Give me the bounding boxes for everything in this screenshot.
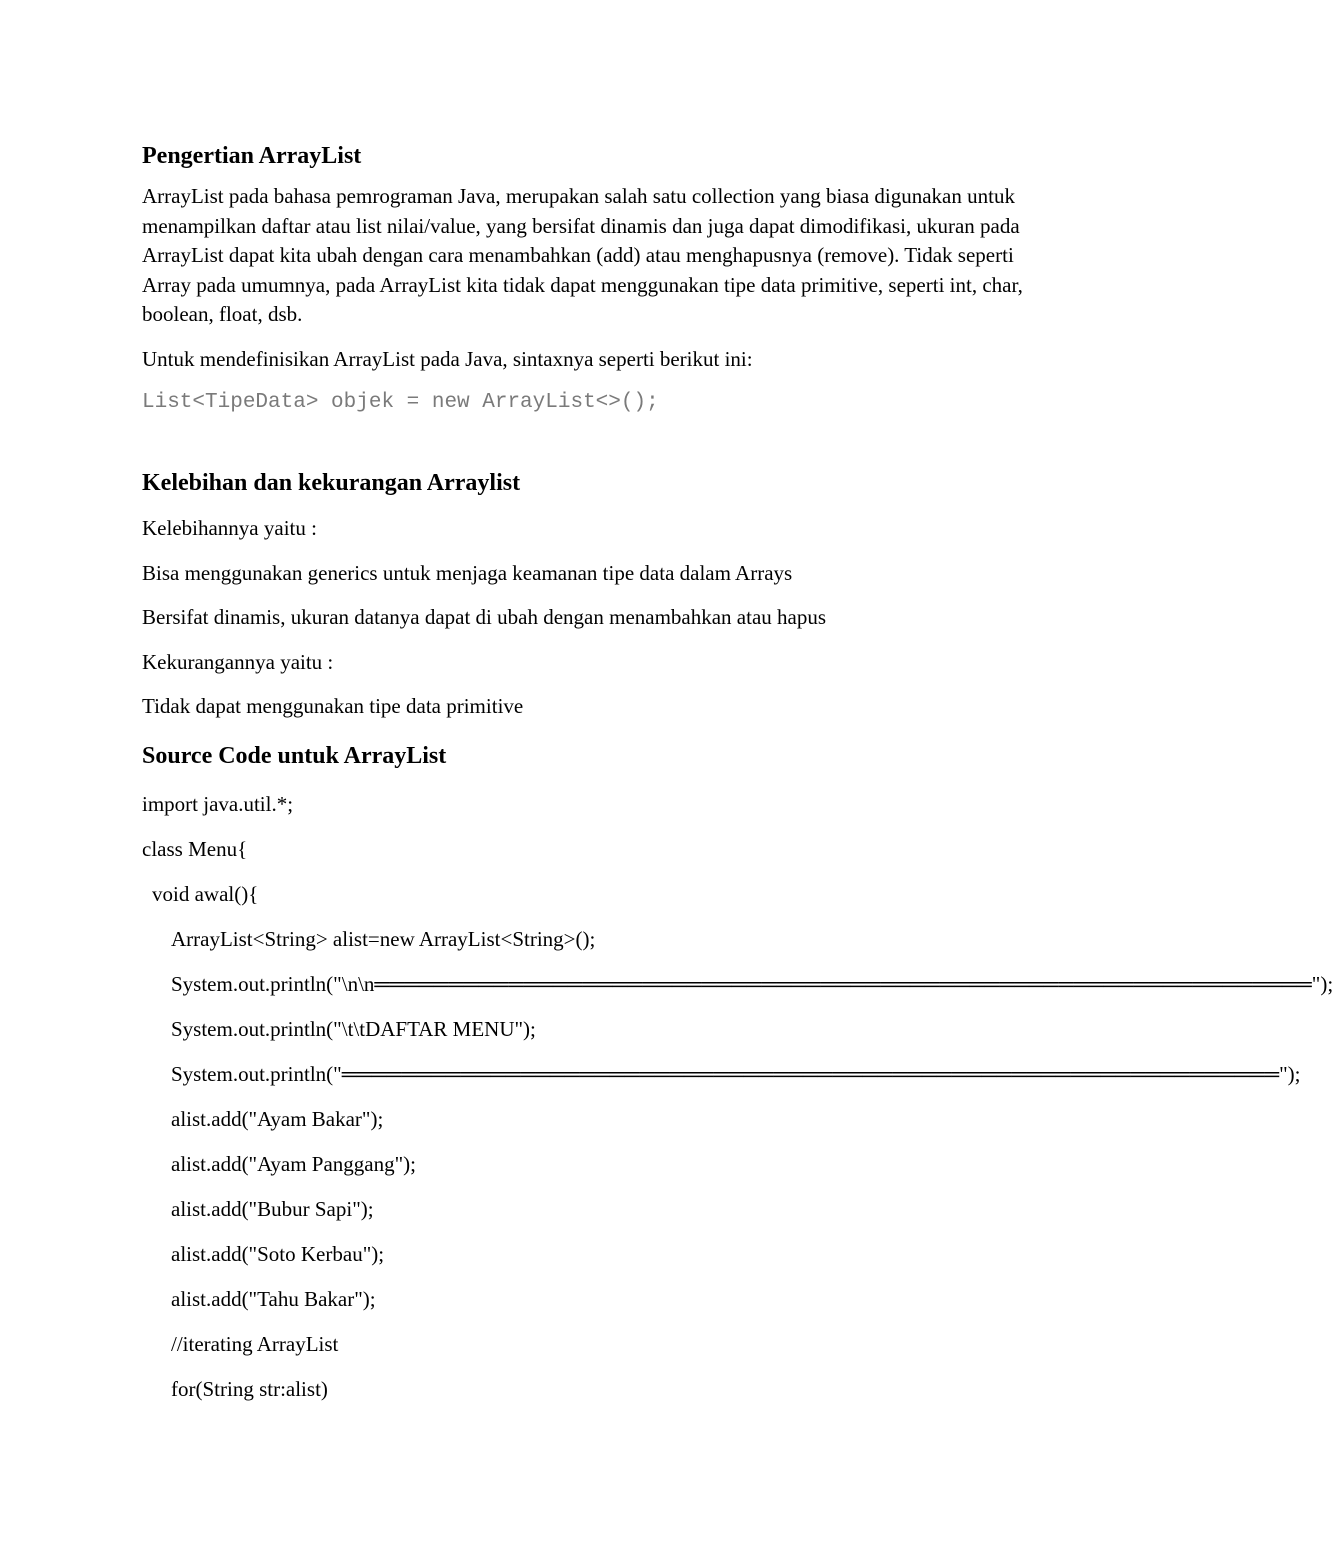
pengertian-paragraph: ArrayList pada bahasa pemrograman Java, merupakan salah satu collection yang biasa digunakan untuk menampilkan daftar atau list nilai/value, yang bersifat dinamis dan juga dapat dimodifikasi, ukuran pada ArrayList dapat kita ubah dengan cara menambahkan (add) atau menghapusnya (remove). Tidak seperti Array pada umumnya, pada ArrayList kita tidak dapat menggunakan tipe data primitive, seperti int, char, boolean, float, dsb. <box>142 184 1023 326</box>
section-title-source-code: Source Code untuk ArrayList <box>142 742 447 769</box>
code-line-add: alist.add("Ayam Panggang"); <box>171 1151 416 1176</box>
kelebihan-item: Bersifat dinamis, ukuran datanya dapat di ubah dengan menambahkan atau hapus <box>142 605 827 629</box>
code-line-comment: //iterating ArrayList <box>171 1331 339 1356</box>
code-line-add: alist.add("Bubur Sapi"); <box>171 1196 374 1221</box>
code-line-class: class Menu{ <box>142 836 248 861</box>
code-line-add: alist.add("Tahu Bakar"); <box>171 1286 376 1311</box>
kelebihan-label: Kelebihannya yaitu : <box>142 516 317 540</box>
code-line-print-separator-top: System.out.println("\n\n═══════════════════════════════════════════════════════════════"); <box>171 971 1333 996</box>
code-line-add: alist.add("Ayam Bakar"); <box>171 1106 384 1131</box>
syntax-intro-text: Untuk mendefinisikan ArrayList pada Java, sintaxnya seperti berikut ini: <box>142 346 753 371</box>
code-line-add: alist.add("Soto Kerbau"); <box>171 1241 385 1266</box>
section-title-pengertian: Pengertian ArrayList <box>142 143 362 169</box>
document-page <box>142 140 1333 1404</box>
syntax-code-sample: List<TipeData> objek = new ArrayList<>(); <box>142 391 659 414</box>
code-line-arraylist-decl: ArrayList<String> alist=new ArrayList<String>(); <box>171 926 596 951</box>
code-line-import: import java.util.*; <box>142 791 294 816</box>
code-line-for-loop: for(String str:alist) <box>171 1376 328 1401</box>
code-line-print-title: System.out.println("\t\tDAFTAR MENU"); <box>171 1016 536 1041</box>
kelebihan-item: Bisa menggunakan generics untuk menjaga keamanan tipe data dalam Arrays <box>142 560 793 585</box>
code-line-print-separator: System.out.println("═══════════════════════════════════════════════════════════════"); <box>171 1061 1301 1086</box>
kekurangan-item: Tidak dapat menggunakan tipe data primitive <box>142 694 524 718</box>
kekurangan-label: Kekurangannya yaitu : <box>142 649 334 674</box>
code-line-method: void awal(){ <box>152 881 259 906</box>
section-title-kelebihan: Kelebihan dan kekurangan Arraylist <box>142 470 521 496</box>
